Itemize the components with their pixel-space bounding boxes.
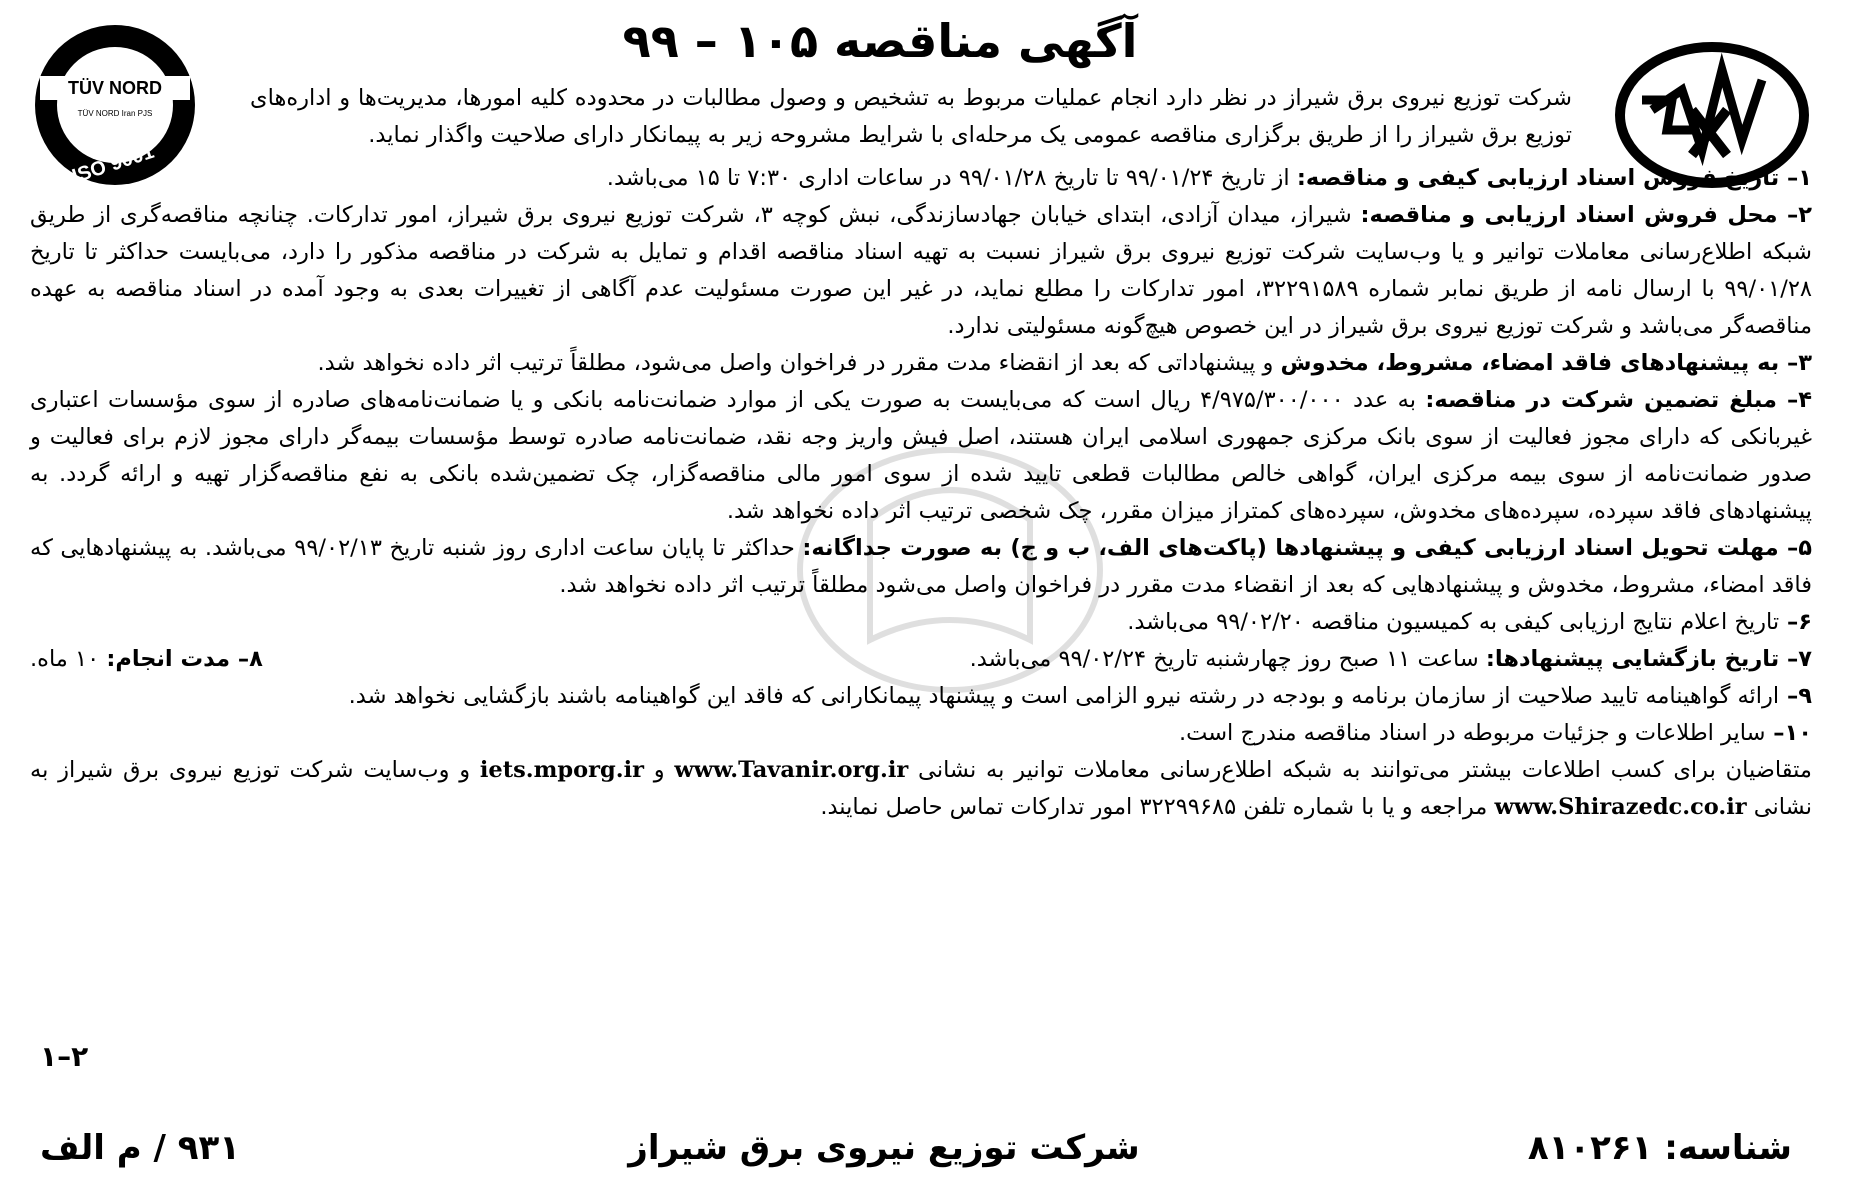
- footer-id: شناسه: ۸۱۰۲۶۱: [1527, 1128, 1792, 1168]
- item-9: [30, 678, 1812, 715]
- item-8: [30, 641, 263, 678]
- item-4: [30, 382, 1812, 530]
- shirazedc-url[interactable]: www.Shirazedc.co.ir: [1494, 794, 1747, 820]
- item-5: [30, 530, 1812, 604]
- item-9-num: ۹–: [1779, 683, 1812, 709]
- closing-text-4: مراجعه و یا با شماره تلفن ۳۲۲۹۹۶۸۵ امور تدارکات تماس حاصل نمایند.: [820, 794, 1495, 820]
- item-7: [970, 641, 1812, 678]
- item-5-text: حداکثر تا پایان ساعت اداری روز شنبه تاریخ ۹۹/۰۲/۱۳ می‌باشد. به پیشنهادهایی که فاقد امضاء، مشروط، مخدوش و پیشنهادهایی که بعد از انقضاء مدت مقرر در فراخوان واصل می‌شود مطلقاً ترتیب اثر داده نخواهد شد.: [30, 535, 1812, 598]
- item-7-text: ساعت ۱۱ صبح روز چهارشنبه تاریخ ۹۹/۰۲/۲۴ می‌باشد.: [969, 646, 1486, 672]
- notice-body: [30, 80, 1812, 826]
- item-1-text: از تاریخ ۹۹/۰۱/۲۴ تا تاریخ ۹۹/۰۱/۲۸ در ساعات اداری ۷:۳۰ تا ۱۵ می‌باشد.: [606, 165, 1297, 191]
- tavanir-url[interactable]: www.Tavanir.org.ir: [674, 757, 909, 783]
- closing-paragraph: [30, 752, 1812, 826]
- item-2-head: محل فروش اسناد ارزیابی و مناقصه:: [1360, 202, 1778, 228]
- closing-text-1: متقاضیان برای کسب اطلاعات بیشتر می‌توانند به شبکه اطلاع‌رسانی معاملات توانیر به نشانی: [908, 757, 1812, 783]
- item-4-head: مبلغ تضمین شرکت در مناقصه:: [1425, 387, 1777, 413]
- closing-text-3: و وب‌سایت شرکت توزیع نیروی برق شیراز به نشانی: [30, 757, 1812, 820]
- item-10-text: سایر اطلاعات و جزئیات مربوطه در اسناد مناقصه مندرج است.: [1178, 720, 1766, 746]
- item-4-text: به عدد ۴/۹۷۵/۳۰۰/۰۰۰ ریال است که می‌بایست به صورت یکی از موارد ضمانت‌نامه بانکی و یا ضمانت‌نامه‌های صادره از سوی مؤسسات اعتباری غیربانکی که دارای مجوز فعالیت از سوی بانک مرکزی جمهوری اسلامی ایران هستند، اصل فیش واریز وجه نقد، ضمانت‌نامه صادره توسط مؤسسات بیمه‌گر دارای مجوز لازم برای فعالیت و صدور ضمانت‌نامه از سوی بیمه مرکزی ایران، گواهی خالص مطالبات قطعی تایید شده از سوی امور مالی مناقصه‌گزار، چک تضمین‌شده بانکی به نفع مناقصه‌گزار تهیه و ارائه گردد. به پیشنهادهای فاقد سپرده، سپرده‌های مخدوش، سپرده‌های کمتراز میزان مقرر، چک شخصی ترتیب اثر داده نخواهد شد.: [30, 387, 1812, 524]
- item-2-text: شیراز، میدان آزادی، ابتدای خیابان جهادسازندگی، نبش کوچه ۳، شرکت توزیع نیروی برق شیراز، امور تدارکات. چنانچه مناقصه‌گری از طریق شبکه اطلاع‌رسانی معاملات توانیر و یا وب‌سایت شرکت توزیع نیروی برق شیراز نسبت به تهیه اسناد مناقصه اقدام و تمایل به شرکت در مناقصه مذکور را دارد، می‌بایست حداکثر تا تاریخ ۹۹/۰۱/۲۸ با ارسال نامه از طریق نمابر شماره ۳۲۲۹۱۵۸۹، امور تدارکات را مطلع نماید، در غیر این صورت مسئولیت عدم آگاهی از تغییرات بعدی به وجود آمده در اسناد مناقصه به عهده مناقصه‌گر می‌باشد و شرکت توزیع نیروی برق شیراز در این خصوص هیچ‌گونه مسئولیتی ندارد.: [30, 202, 1812, 339]
- item-6-text: تاریخ اعلام نتایج ارزیابی کیفی به کمیسیون مناقصه ۹۹/۰۲/۲۰ می‌باشد.: [1127, 609, 1780, 635]
- footer-company: شرکت توزیع نیروی برق شیراز: [628, 1128, 1140, 1168]
- item-1-num: ۱–: [1779, 165, 1812, 191]
- closing-text-2: و: [643, 757, 675, 783]
- item-1-head: تاریخ فروش اسناد ارزیابی کیفی و مناقصه:: [1296, 165, 1780, 191]
- item-9-text: ارائه گواهینامه تایید صلاحیت از سازمان برنامه و بودجه در رشته نیرو الزامی است و پیشنهاد پیمانکارانی که فاقد این گواهینامه باشند بازگشایی نخواهد شد.: [348, 683, 1780, 709]
- iso-text: ISO 9001: [69, 140, 157, 188]
- footer-code: ۹۳۱ / م الف: [40, 1128, 241, 1168]
- iets-url[interactable]: iets.mporg.ir: [479, 757, 644, 783]
- item-5-num: ۵–: [1778, 535, 1813, 561]
- item-1: [30, 160, 1812, 197]
- item-2-num: ۲–: [1777, 202, 1813, 228]
- page-code: ۱–۲: [40, 1040, 89, 1073]
- item-5-head: مهلت تحویل اسناد ارزیابی کیفی و پیشنهادها (پاکت‌های الف، ب و ج) به صورت جداگانه:: [802, 535, 1779, 561]
- item-10-num: ۱۰–: [1765, 720, 1812, 746]
- item-3: [30, 345, 1812, 382]
- item-6-num: ۶–: [1779, 609, 1812, 635]
- item-8-head: مدت انجام:: [106, 646, 231, 672]
- item-7-num: ۷–: [1779, 646, 1812, 672]
- tuv-sub-text: TÜV NORD Iran PJS: [77, 109, 153, 118]
- item-3-num: ۳–: [1779, 350, 1812, 376]
- item-8-num: ۸–: [230, 646, 263, 672]
- item-4-num: ۴–: [1776, 387, 1812, 413]
- item-10: [30, 715, 1812, 752]
- item-8-text: ۱۰ ماه.: [30, 646, 107, 672]
- item-3-head: به پیشنهادهای فاقد امضاء، مشروط، مخدوش: [1280, 350, 1780, 376]
- notice-title: آگهی مناقصه ۱۰۵ – ۹۹: [622, 14, 1138, 68]
- items-7-8-row: [30, 641, 1812, 678]
- item-6: [30, 604, 1812, 641]
- tuv-brand-text: TÜV NORD: [68, 78, 162, 98]
- item-2: [30, 197, 1812, 345]
- footer: [40, 1128, 1792, 1168]
- item-3-text: و پیشنهاداتی که بعد از انقضاء مدت مقرر در فراخوان واصل می‌شود، مطلقاً ترتیب اثر داده نخواهد شد.: [317, 350, 1281, 376]
- intro-paragraph: شرکت توزیع نیروی برق شیراز در نظر دارد انجام عملیات مربوط به تشخیص و وصول مطالبات در محدوده کلیه امورها، مدیریت‌ها و اداره‌های توزیع برق شیراز را از طریق برگزاری مناقصه عمومی یک مرحله‌ای با شرایط مشروحه زیر به پیمانکار دارای صلاحیت واگذار نماید.: [250, 85, 1572, 148]
- item-7-head: تاریخ بازگشایی پیشنهادها:: [1485, 646, 1780, 672]
